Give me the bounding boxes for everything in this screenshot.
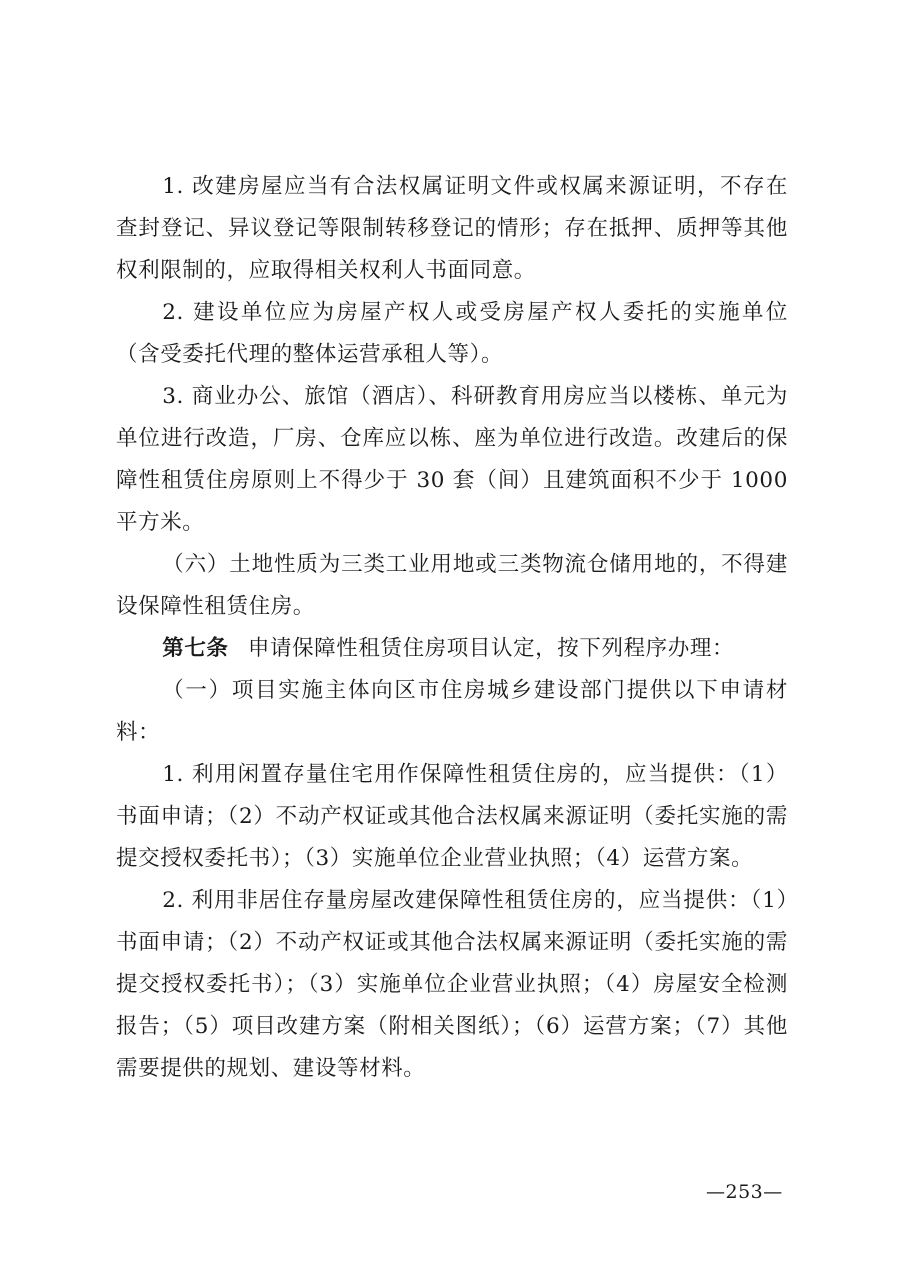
article-7-paragraph (116, 628, 788, 670)
article-7-heading: 第七条 (162, 636, 229, 661)
paragraph-8: 2. 利用非居住存量房屋改建保障性租赁住房的，应当提供：（1）书面申请；（2）不动产权证或其他合法权属来源证明（委托实施的需提交授权委托书）；（3）实施单位企业营业执照；（4）房屋安全检测报告；（5）项目改建方案（附相关图纸）；（6）运营方案；（7）其他需要提供的规划、建设等材料。 (116, 888, 788, 1081)
paragraph-4: （六）土地性质为三类工业用地或三类物流仓储用地的，不得建设保障性租赁住房。 (116, 552, 788, 619)
page-number: —253— (706, 1181, 783, 1203)
paragraph-7: 1. 利用闲置存量住宅用作保障性租赁住房的，应当提供：（1）书面申请；（2）不动产权证或其他合法权属来源证明（委托实施的需提交授权委托书）；（3）实施单位企业营业执照；（4）运营方案。 (116, 762, 788, 871)
document-body (116, 166, 788, 1090)
paragraph-6: （一）项目实施主体向区市住房城乡建设部门提供以下申请材料： (116, 678, 788, 745)
paragraph-1: 1. 改建房屋应当有合法权属证明文件或权属来源证明，不存在查封登记、异议登记等限制转移登记的情形；存在抵押、质押等其他权利限制的，应取得相关权利人书面同意。 (116, 174, 788, 283)
paragraph-3: 3. 商业办公、旅馆（酒店）、科研教育用房应当以楼栋、单元为单位进行改造，厂房、仓库应以栋、座为单位进行改造。改建后的保障性租赁住房原则上不得少于 30 套（间）且建筑面积不少于 1000 平方米。 (116, 384, 788, 535)
article-7-text: 申请保障性租赁住房项目认定，按下列程序办理： (247, 636, 735, 661)
paragraph-2: 2. 建设单位应为房屋产权人或受房屋产权人委托的实施单位（含受委托代理的整体运营承租人等）。 (116, 300, 788, 367)
